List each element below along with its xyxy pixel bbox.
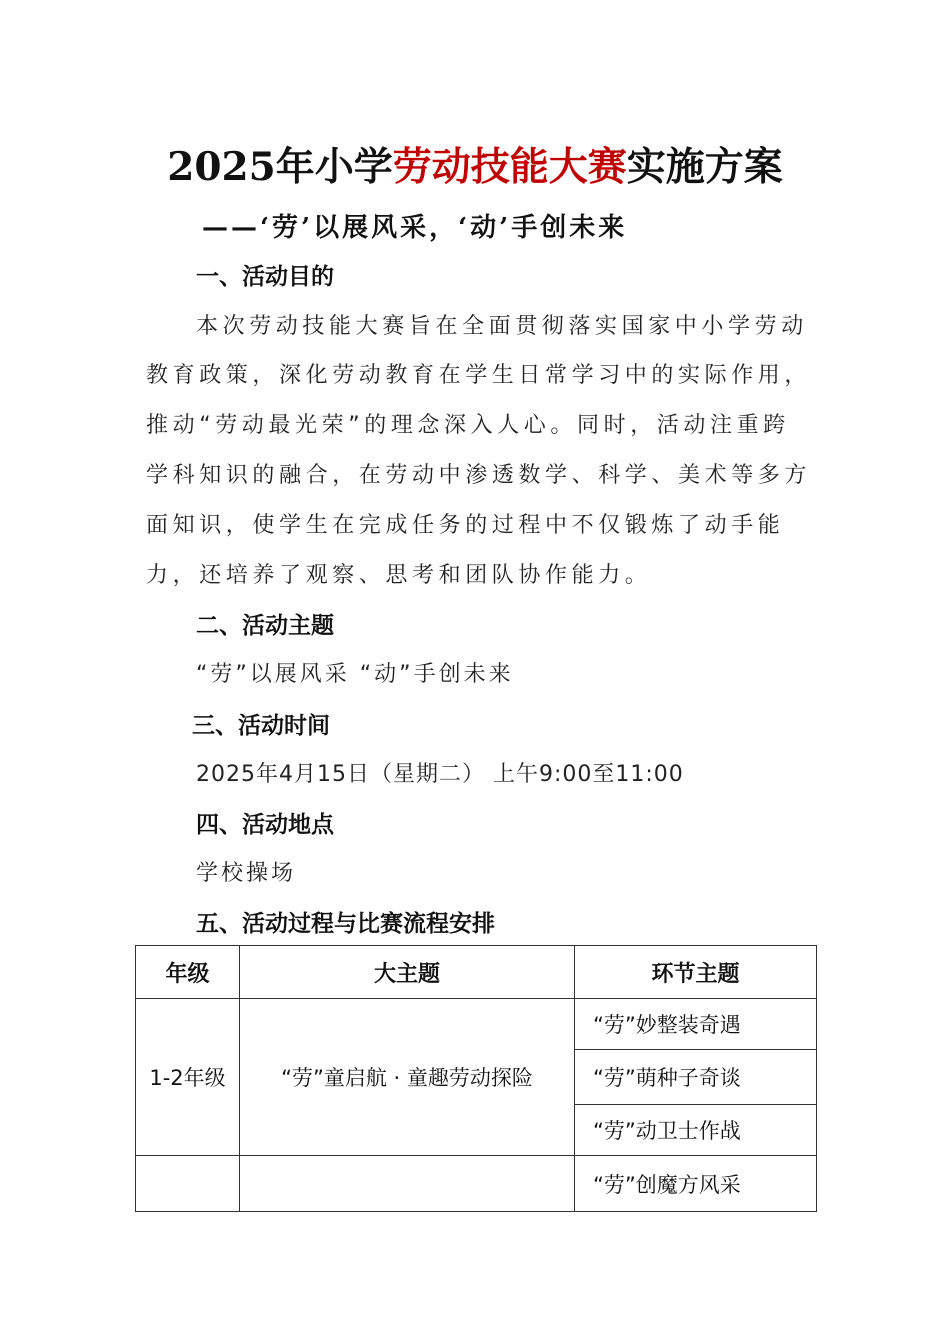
grade-cell: 1-2年级 (136, 999, 240, 1156)
time-text: 2025年4月15日（星期二） 上午9:00至11:00 (196, 762, 684, 787)
section-heading-theme: 二、活动主题 (196, 613, 334, 639)
table-row (136, 999, 817, 1050)
purpose-line-1: 本次劳动技能大赛旨在全面贯彻落实国家中小学劳动 (196, 314, 808, 339)
table-header-row (136, 946, 817, 999)
title-prefix: 2025年小学 (167, 144, 393, 190)
table-row (136, 1156, 817, 1212)
section-heading-purpose: 一、活动目的 (196, 264, 334, 290)
header-theme: 大主题 (240, 946, 575, 999)
header-session: 环节主题 (575, 946, 817, 999)
purpose-line-6: 力，还培养了观察、思考和团队协作能力。 (146, 563, 652, 588)
purpose-line-4: 学科知识的融合，在劳动中渗透数学、科学、美术等多方 (146, 463, 812, 488)
process-table (135, 945, 817, 1212)
title-highlight: 劳动技能大赛 (392, 144, 627, 190)
document-subtitle: ——‘劳’以展风采，‘动’手创未来 (202, 213, 628, 243)
section-heading-place: 四、活动地点 (196, 812, 334, 838)
purpose-line-2: 教育政策，深化劳动教育在学生日常学习中的实际作用， (146, 363, 812, 388)
place-text: 学校操场 (196, 861, 297, 886)
theme-text: “劳”以展风采 “动”手创未来 (196, 662, 514, 687)
purpose-line-5: 面知识，使学生在完成任务的过程中不仅锻炼了动手能 (146, 513, 785, 538)
document-title (0, 136, 950, 192)
theme-cell (240, 1156, 575, 1212)
header-grade: 年级 (136, 946, 240, 999)
theme-cell: “劳”童启航 · 童趣劳动探险 (240, 999, 575, 1156)
grade-cell (136, 1156, 240, 1212)
session-cell: “劳”萌种子奇谈 (575, 1050, 817, 1105)
purpose-line-3: 推动“劳动最光荣”的理念深入人心。同时，活动注重跨 (146, 413, 790, 438)
session-cell: “劳”妙整装奇遇 (575, 999, 817, 1050)
section-heading-time: 三、活动时间 (192, 713, 330, 739)
section-heading-process: 五、活动过程与比赛流程安排 (196, 911, 495, 937)
session-cell: “劳”创魔方风采 (575, 1156, 817, 1212)
session-cell: “劳”动卫士作战 (575, 1105, 817, 1156)
title-suffix: 实施方案 (626, 144, 783, 190)
